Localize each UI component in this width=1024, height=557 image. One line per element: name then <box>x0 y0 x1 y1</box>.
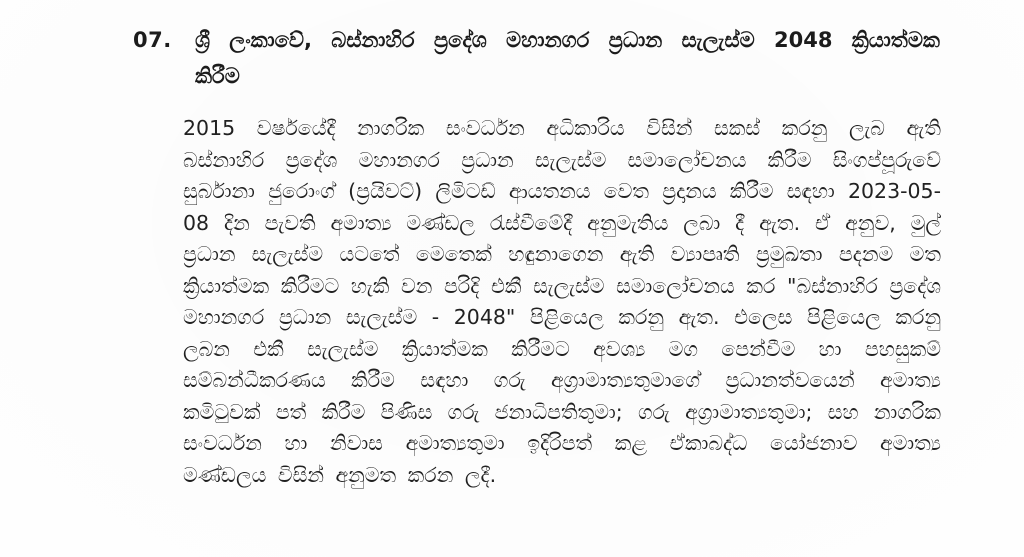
section-heading: ශ්‍රී ලංකාවේ, බස්නාහිර ප්‍රදේශ මහානගර ප්‍රධාන සැලැස්ම 2048 ක්‍රියාත්මක කිරීම <box>195 28 940 88</box>
section-number: 07. <box>133 28 172 52</box>
section-body-paragraph: 2015 වර්ෂයේදී නාගරික සංවර්ධන අධිකාරිය විසින් සකස් කරනු ලැබ ඇති බස්නාහිර ප්‍රදේශ මහානගර ප්‍රධාන සැලැස්ම සමාලෝචනය කිරීම සිංගප්පූරුවේ සුර්බානා ජුරොංග් (ප්‍රයිවට්) ලිමිටඩ් ආයතනය වෙත ප්‍රදානය කිරීම සඳහා 2023-05-08 දින පැවති අමාත්‍ය මණ්ඩල රැස්වීමේදී අනුමැතිය ලබා දී ඇත. ඒ අනුව, මුල් ප්‍රධාන සැලැස්ම යටතේ මෙතෙක් හඳුනාගෙන ඇති ව්‍යාපෘති ප්‍රමුඛතා පදනම මත ක්‍රියාත්මක කිරීමට හැකි වන පරිදි එකී සැලැස්ම සමාලෝචනය කර "බස්නාහිර ප්‍රදේශ මහානගර ප්‍රධාන සැලැස්ම - 2048" පිළියෙල කරනු ඇත. එලෙස පිළියෙල කරනු ලබන එකී සැලැස්ම ක්‍රියාත්මක කිරීමට අවශ්‍ය මග පෙන්වීම හා පහසුකම් සම්බන්ධීකරණය කිරීම සඳහා ගරු අග්‍රාමාත්‍යතුමාගේ ප්‍රධානත්වයෙන් අමාත්‍ය කමිටුවක් පත් කිරීම පිණිස ගරු ජනාධිපතිතුමා; ගරු අග්‍රාමාත්‍යතුමා; සහ නාගරික සංවර්ධන හා නිවාස අමාත්‍යතුමා ඉදිරිපත් කළ ඒකාබද්ධ යෝජනාව අමාත්‍ය මණ්ඩලය විසින් අනුමත කරන ලදී. <box>183 116 941 487</box>
section-heading-row <box>133 22 940 94</box>
